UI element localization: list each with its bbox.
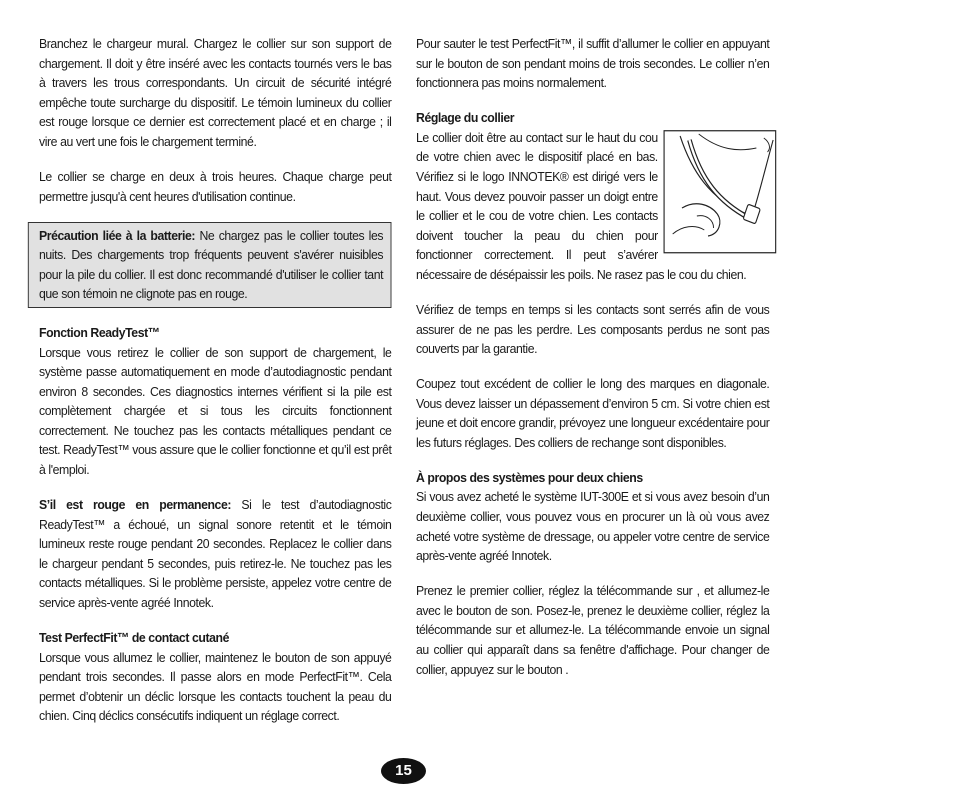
skip-test-paragraph: Pour sauter le test PerfectFit™, il suffit d’allumer le collier en appuyant sur le bouton de son pendant moins de trois secondes. Le collier n’en fonctionnera pas moins normalement. <box>416 36 770 91</box>
charging-paragraph: Branchez le chargeur mural. Chargez le collier sur son support de chargement. Il doit y être inséré avec les contacts tournés vers le bas à travers les trous correspondants. Un circuit de sécurité intégré empêche toute surcharge du dispositif. Le témoin lumineux du collier est rouge lorsque ce dernier est correctement placé et en charge ; il vire au vert une fois le chargement terminé. <box>39 36 392 149</box>
red-status-title: S’il est rouge en permanence: <box>39 497 232 513</box>
red-status-text: Si le test d’autodiagnostic ReadyTest™ a échoué, un signal sonore retentit et le témoin lumineux reste rouge pendant 20 secondes. Replacez le collier dans le chargeur pendant 5 secondes, puis retirez-le. Ne touchez pas les contacts métalliques. Si le problème persiste, appelez votre centre de service après-vente agréé Innotek. <box>39 497 392 611</box>
dual-dog-heading: À propos des systèmes pour deux chiens <box>416 469 643 485</box>
page-number-badge: 15 <box>381 758 426 784</box>
caution-title: Précaution liée à la batterie: <box>39 227 196 243</box>
red-status-paragraph <box>39 495 391 613</box>
first-collar-paragraph: Prenez le premier collier, réglez la télécommande sur , et allumez-le avec le bouton de son. Posez-le, prenez le deuxième collier, réglez la télécommande sur et allumez-le. La télécommande envoie un signal au collier qui apparaît dans sa fenêtre d'affichage. Pour changer de collier, appuyez sur le bouton . <box>416 583 770 677</box>
caution-text: Ne chargez pas le collier toutes les nuits. Des chargements trop fréquents peuvent s'avérer nuisibles pour la pile du collier. Il est donc recommandé d'utiliser le collier tant que son témoin ne clignote pas en rouge. <box>39 227 384 302</box>
collar-adjust-paragraph: Le collier doit être au contact sur le haut du cou de votre chien avec le dispositif placé en bas. Vérifiez si le logo INNOTEK® est dirigé vers le haut. Vous devez pouvoir passer un doigt entre le collier et le cou de votre chien. Les contacts doivent toucher la peau du chien pour fonctionner correctement. Il peut s’avérer nécessaire de désépaissir les poils. Ne rasez pas le cou du chien. <box>416 129 747 282</box>
left-column <box>39 34 391 726</box>
battery-caution-box <box>28 222 392 308</box>
collar-fit-illustration <box>663 130 785 255</box>
cut-collar-paragraph: Coupez tout excédent de collier le long des marques en diagonale. Vous devez laisser un dépassement d’environ 5 cm. Si votre chien est jeune et doit encore grandir, prévoyez une longueur excédentaire pour les futurs réglages. Des colliers de rechange sont disponibles. <box>416 376 770 450</box>
charge-duration-paragraph: Le collier se charge en deux à trois heures. Chaque charge peut permettre jusqu'à cent heures d'utilisation continue. <box>39 168 392 204</box>
check-contacts-paragraph: Vérifiez de temps en temps si les contacts sont serrés afin de vous assurer de ne pas les perdre. Les composants perdus ne sont pas couverts par la garantie. <box>416 301 770 357</box>
readytest-paragraph: Lorsque vous retirez le collier de son support de chargement, le système passe automatiquement en mode d’autodiagnostic pendant environ 8 secondes. Ces diagnostics internes vérifient si la pile est complètement chargée et si tous les circuits fonctionnent correctement. Ne touchez pas les contacts métalliques pendant ce test. ReadyTest™ vous assure que le collier fonctionne et qu’il est prêt à l'emploi. <box>39 344 392 478</box>
right-column <box>416 34 769 679</box>
dual-dog-paragraph: Si vous avez acheté le système IUT-300E et si vous avez besoin d’un deuxième collier, vous pouvez vous en procurer un là où vous avez acheté votre système de dressage, ou appeler votre centre de service après-vente agréé Innotek. <box>416 489 770 564</box>
perfectfit-paragraph: Lorsque vous allumez le collier, maintenez le bouton de son appuyé pendant trois secondes. Il passe alors en mode PerfectFit™. Cela permet d’obtenir un déclic lorsque les contacts touchent la peau du chien. Cinq déclics consécutifs indiquent un réglage correct. <box>39 649 392 724</box>
readytest-heading: Fonction ReadyTest™ <box>39 324 160 340</box>
collar-adjust-heading: Réglage du collier <box>416 110 515 126</box>
dog-neck-collar-drawing <box>663 130 785 255</box>
perfectfit-heading: Test PerfectFit™ de contact cutané <box>39 630 229 645</box>
